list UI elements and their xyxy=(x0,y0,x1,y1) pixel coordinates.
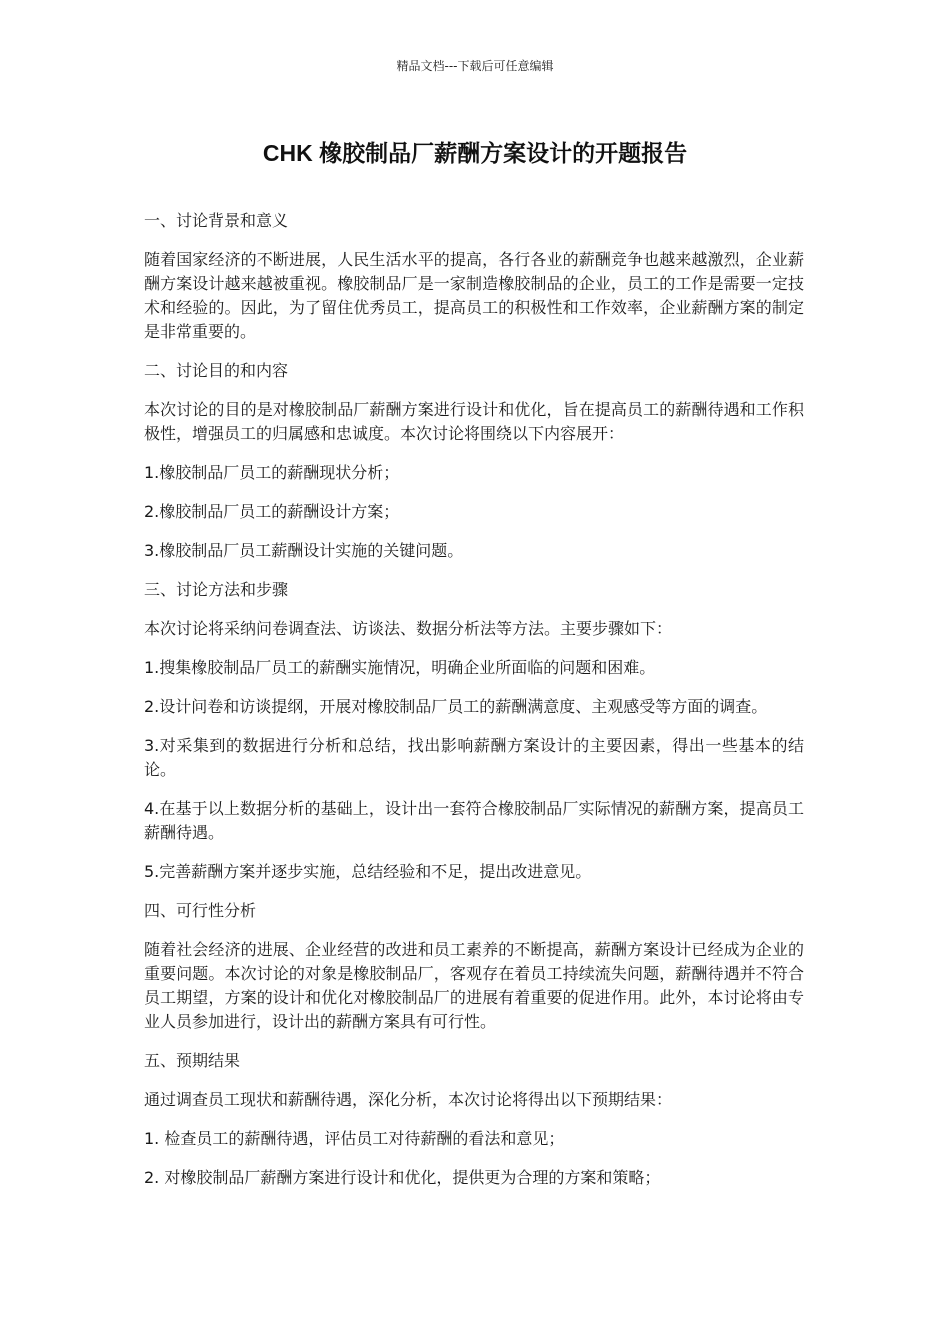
paragraph-feasibility: 随着社会经济的进展、企业经营的改进和员工素养的不断提高，薪酬方案设计已经成为企业的重要问题。本次讨论的对象是橡胶制品厂，客观存在着员工持续流失问题，薪酬待遇并不符合员工期望，方案的设计和优化对橡胶制品厂的进展有着重要的促进作用。此外，本讨论将由专业人员参加进行，设计出的薪酬方案具有可行性。 xyxy=(144,940,804,1031)
document-title: CHK 橡胶制品厂薪酬方案设计的开题报告 xyxy=(262,140,688,166)
section-heading-feasibility: 四、可行性分析 xyxy=(144,901,257,920)
section-heading-background: 一、讨论背景和意义 xyxy=(144,211,289,230)
list-item-step-1: 1.搜集橡胶制品厂员工的薪酬实施情况，明确企业所面临的问题和困难。 xyxy=(144,658,656,677)
section-heading-methods: 三、讨论方法和步骤 xyxy=(144,580,289,599)
section-heading-expected-results: 五、预期结果 xyxy=(144,1051,241,1070)
list-item-result-1: 1. 检查员工的薪酬待遇，评估员工对待薪酬的看法和意见； xyxy=(144,1129,565,1148)
list-item-content-3: 3.橡胶制品厂员工薪酬设计实施的关键问题。 xyxy=(144,541,464,560)
paragraph-expected-results: 通过调查员工现状和薪酬待遇，深化分析，本次讨论将得出以下预期结果： xyxy=(144,1090,673,1109)
section-heading-purpose: 二、讨论目的和内容 xyxy=(144,361,289,380)
document-body xyxy=(144,209,804,1205)
list-item-content-2: 2.橡胶制品厂员工的薪酬设计方案； xyxy=(144,502,400,521)
list-item-content-1: 1.橡胶制品厂员工的薪酬现状分析； xyxy=(144,463,400,482)
list-item-step-3: 3.对采集到的数据进行分析和总结，找出影响薪酬方案设计的主要因素，得出一些基本的结论。 xyxy=(144,736,804,779)
paragraph-purpose: 本次讨论的目的是对橡胶制品厂薪酬方案进行设计和优化，旨在提高员工的薪酬待遇和工作积极性，增强员工的归属感和忠诚度。本次讨论将围绕以下内容展开： xyxy=(144,400,804,443)
list-item-step-2: 2.设计问卷和访谈提纲，开展对橡胶制品厂员工的薪酬满意度、主观感受等方面的调查。 xyxy=(144,697,768,716)
paragraph-background: 随着国家经济的不断进展，人民生活水平的提高，各行各业的薪酬竞争也越来越激烈，企业薪酬方案设计越来越被重视。橡胶制品厂是一家制造橡胶制品的企业，员工的工作是需要一定技术和经验的。因此，为了留住优秀员工，提高员工的积极性和工作效率，企业薪酬方案的制定是非常重要的。 xyxy=(144,250,804,341)
header-note: 精品文档---下载后可任意编辑 xyxy=(396,59,554,73)
list-item-step-5: 5.完善薪酬方案并逐步实施，总结经验和不足，提出改进意见。 xyxy=(144,862,592,881)
paragraph-methods: 本次讨论将采纳问卷调查法、访谈法、数据分析法等方法。主要步骤如下： xyxy=(144,619,673,638)
list-item-step-4: 4.在基于以上数据分析的基础上，设计出一套符合橡胶制品厂实际情况的薪酬方案，提高员工薪酬待遇。 xyxy=(144,799,804,842)
list-item-result-2: 2. 对橡胶制品厂薪酬方案进行设计和优化，提供更为合理的方案和策略； xyxy=(144,1168,661,1187)
